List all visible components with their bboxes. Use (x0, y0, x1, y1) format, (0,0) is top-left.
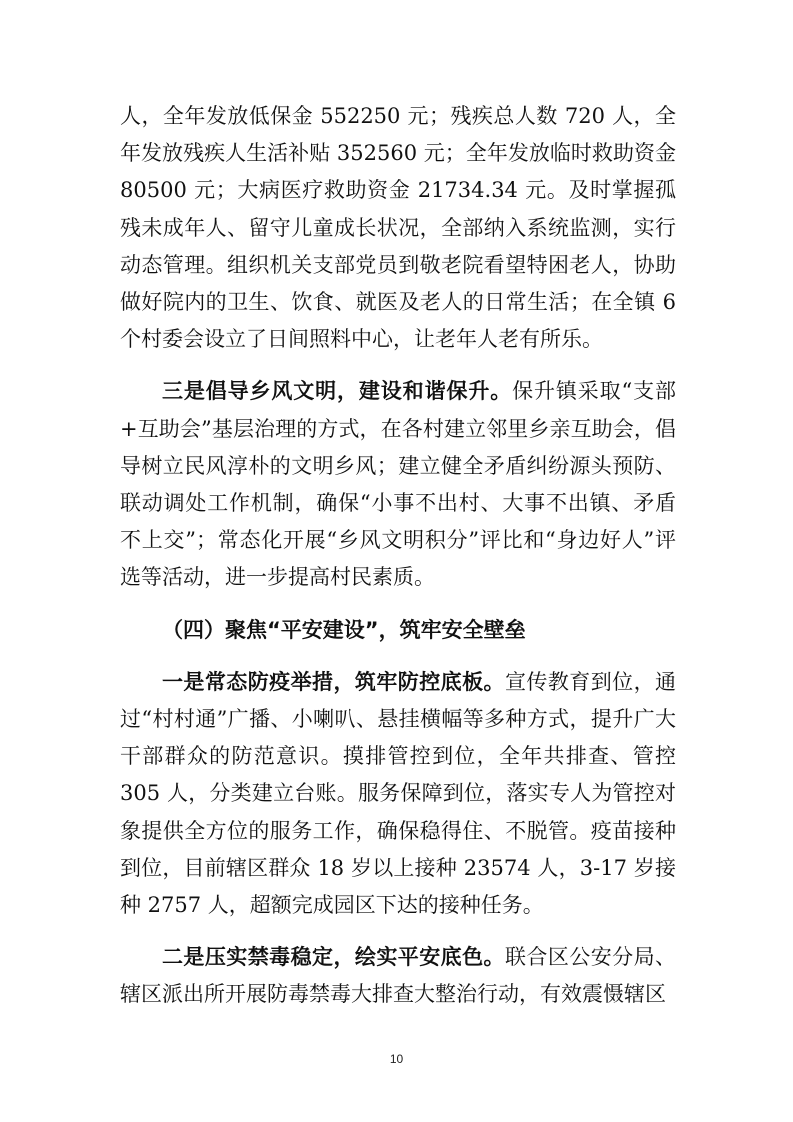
paragraph-drug-control (120, 939, 676, 1013)
paragraph-text: 保升镇采取“支部+互助会”基层治理的方式，在各村建立邻里乡亲互助会，倡导树立民风淳朴的文明乡风；建立健全矛盾纠纷源头预防、联动调处工作机制，确保“小事不出村、大事不出镇、矛盾不上交”；常态化开展“乡风文明积分”评比和“身边好人”评选等活动，进一步提高村民素质。 (120, 379, 676, 590)
page-number: 10 (389, 1052, 404, 1066)
section-heading-safety: （四）聚焦“平安建设”，筑牢安全壁垒 (162, 617, 526, 642)
paragraph-text: 联合区公安分局、辖区派出所开展防毒禁毒大排查大整治行动，有效震慑辖区 (120, 945, 677, 1007)
paragraph-lead: 一是常态防疫举措，筑牢防控底板。 (162, 669, 505, 694)
paragraph-lead: 三是倡导乡风文明，建设和谐保升。 (162, 379, 513, 404)
document-body (120, 98, 676, 1014)
paragraph-lead: 二是压实禁毒稳定，绘实平安底色。 (162, 945, 505, 970)
paragraph-rural-civility (120, 373, 676, 596)
paragraph-text: 人，全年发放低保金 552250 元；残疾总人数 720 人，全年发放残疾人生活补贴 352560 元；全年发放临时救助资金 80500 元；大病医疗救助资金 21734.34 元。及时掌握孤残未成年人、留守儿童成长状况，全部纳入系统监测，实行动态管理。组织机关支部党员到敬老院看望特困老人，协助做好院内的卫生、饮食、就医及老人的日常生活；在全镇 6 个村委会设立了日间照料中心，让老年人老有所乐。 (120, 104, 676, 352)
paragraph-text: 宣传教育到位，通过“村村通”广播、小喇叭、悬挂横幅等多种方式，提升广大干部群众的防范意识。摸排管控到位，全年共排查、管控 305 人，分类建立台账。服务保障到位，落实专人为管控对象提供全方位的服务工作，确保稳得住、不脱管。疫苗接种到位，目前辖区群众 18 岁以上接种 23574 人，3-17 岁接种 2757 人，超额完成园区下达的接种任务。 (120, 669, 677, 918)
paragraph-welfare-continued (120, 98, 676, 358)
paragraph-epidemic-prevention (120, 664, 676, 924)
